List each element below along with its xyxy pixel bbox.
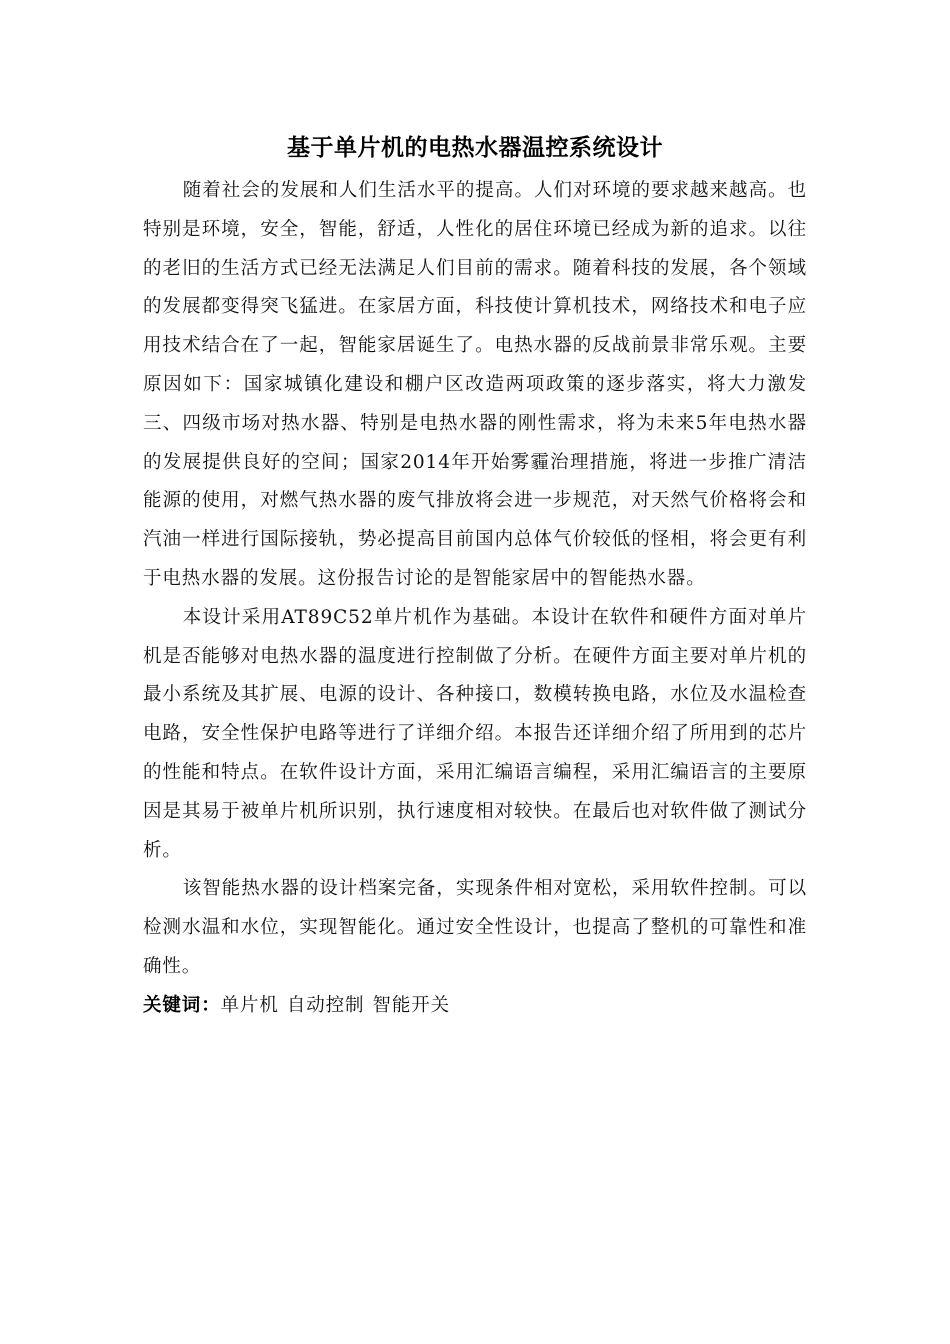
keywords-line bbox=[143, 987, 807, 1026]
keyword-item: 智能开关 bbox=[372, 994, 451, 1016]
keywords-label: 关键词： bbox=[143, 994, 221, 1016]
paragraph-intro: 随着社会的发展和人们生活水平的提高。人们对环境的要求越来越高。也特别是环境，安全，智能，舒适，人性化的居住环境已经成为新的追求。以往的老旧的生活方式已经无法满足人们目前的需求。随着科技的发展，各个领域的发展都变得突飞猛进。在家居方面，科技使计算机技术，网络技术和电子应用技术结合在了一起，智能家居诞生了。电热水器的反战前景非常乐观。主要原因如下：国家城镇化建设和棚户区改造两项政策的逐步落实，将大力激发三、四级市场对热水器、特别是电热水器的刚性需求，将为未来5年电热水器的发展提供良好的空间；国家2014年开始雾霾治理措施，将进一步推广清洁能源的使用，对燃气热水器的废气排放将会进一步规范，对天然气价格将会和汽油一样进行国际接轨，势必提高目前国内总体气价较低的怪相，将会更有利于电热水器的发展。这份报告讨论的是智能家居中的智能热水器。 bbox=[143, 180, 807, 589]
document-title: 基于单片机的电热水器温控系统设计 bbox=[287, 135, 663, 161]
keyword-item: 自动控制 bbox=[286, 994, 365, 1016]
paragraph-summary: 该智能热水器的设计档案完备，实现条件相对宽松，采用软件控制。可以检测水温和水位，实现智能化。通过安全性设计，也提高了整机的可靠性和准确性。 bbox=[143, 878, 807, 977]
keyword-item: 单片机 bbox=[220, 994, 279, 1016]
document-body bbox=[143, 172, 807, 1026]
paragraph-design: 本设计采用AT89C52单片机作为基础。本设计在软件和硬件方面对单片机是否能够对电热水器的温度进行控制做了分析。在硬件方面主要对单片机的最小系统及其扩展、电源的设计、各种接口，数模转换电路，水位及水温检查电路，安全性保护电路等进行了详细介绍。本报告还详细介绍了所用到的芯片的性能和特点。在软件设计方面，采用汇编语言编程，采用汇编语言的主要原因是其易于被单片机所识别，执行速度相对较快。在最后也对软件做了测试分析。 bbox=[143, 606, 807, 861]
